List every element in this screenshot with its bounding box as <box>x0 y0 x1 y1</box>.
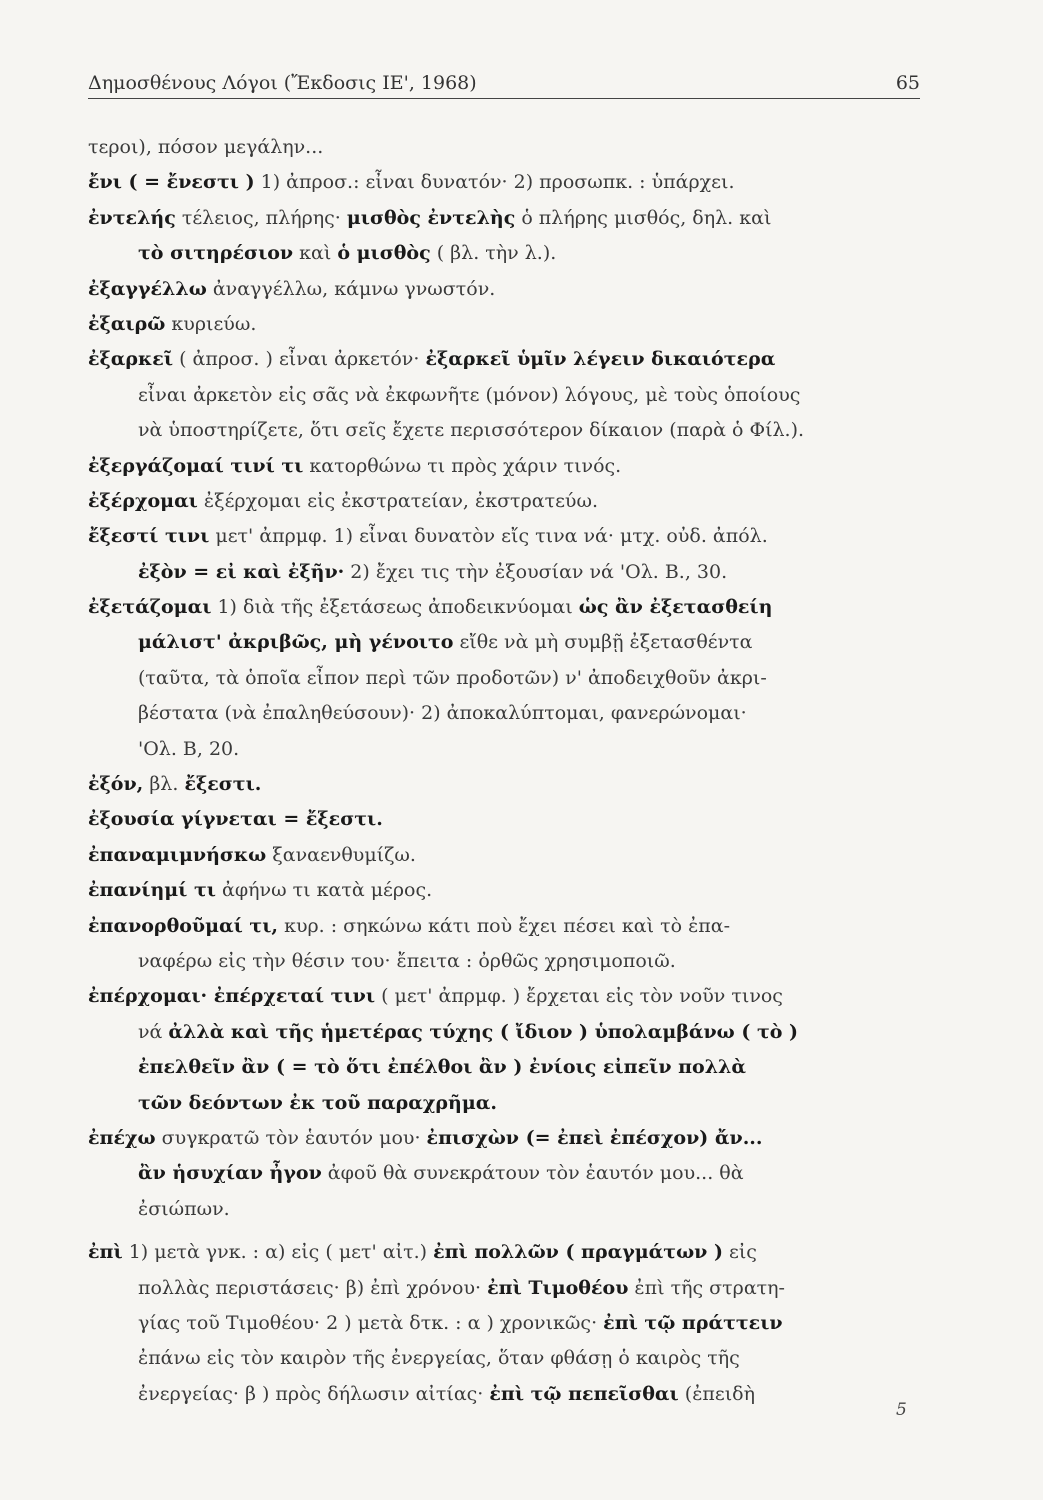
running-header <box>88 68 920 99</box>
text-line <box>88 272 920 307</box>
headword: ἐξετάζομαι <box>88 596 212 619</box>
headword: ἐπέρχομαι· ἐπέρχεταί τινι <box>88 985 376 1008</box>
headword: ἐπέχω <box>88 1126 156 1149</box>
definition-text: 2) ἔχει τις τὴν ἐξουσίαν νά 'Ολ. Β., 30. <box>344 560 728 583</box>
definition-text: ἐπάνω εἰς τὸν καιρὸν τῆς ἐνεργείας, ὅταν φθάσῃ ὁ καιρὸς τῆς <box>138 1347 740 1370</box>
glossary-entries <box>88 130 920 1412</box>
definition-text: ἐξέρχομαι εἰς ἐκστρατείαν, ἐκστρατεύω. <box>197 489 599 512</box>
headword: μισθὸς ἐντελὴς <box>346 206 516 229</box>
text-line <box>88 1050 920 1085</box>
headword: ἐπὶ <box>88 1241 123 1264</box>
definition-text: νὰ ὑποστηρίζετε, ὅτι σεῖς ἔχετε περισσότερον δίκαιον (παρὰ ὁ Φίλ.). <box>138 419 805 442</box>
headword: ἔνι ( = ἔνεστι ) <box>88 171 255 194</box>
page-number: 65 <box>895 72 920 94</box>
definition-text: (ταῦτα, τὰ ὁποῖα εἶπον περὶ τῶν προδοτῶν) ν' ἀποδειχθοῦν ἀκρι- <box>138 666 767 689</box>
signature-mark: 5 <box>896 1400 907 1420</box>
definition-text: κυριεύω. <box>165 312 257 335</box>
headword: ἔξεστί τινι <box>88 525 210 548</box>
headword: μάλιστ' ἀκριβῶς, μὴ γένοιτο <box>138 631 454 654</box>
text-line <box>88 449 920 484</box>
definition-text: ναφέρω εἰς τὴν θέσιν του· ἔπειτα : ὀρθῶς χρησιμοποιῶ. <box>138 949 676 972</box>
definition-text: ἐνεργείας· β ) πρὸς δήλωσιν αἰτίας· <box>138 1382 490 1405</box>
headword: ἐπὶ τῷ πράττειν <box>603 1311 783 1334</box>
headword: ἔξεστι. <box>184 773 262 796</box>
definition-text: εἴθε νὰ μὴ συμβῇ ἐξετασθέντα <box>453 631 753 654</box>
definition-text: πολλὰς περιστάσεις· β) ἐπὶ χρόνου· <box>138 1276 488 1299</box>
definition-text: ἀναγγέλλω, κάμνω γνωστόν. <box>206 277 496 300</box>
headword: ὡς ἂν ἐξετασθείη <box>578 596 773 619</box>
definition-text: ἐσιώπων. <box>138 1197 230 1220</box>
definition-text: συγκρατῶ τὸν ἑαυτόν μου· <box>155 1126 427 1149</box>
definition-text: γίας τοῦ Τιμοθέου· 2 ) μετὰ δτκ. : α ) χρονικῶς· <box>138 1311 604 1334</box>
headword: ἐπὶ Τιμοθέου <box>487 1276 629 1299</box>
definition-text: κυρ. : σηκώνω κάτι ποὺ ἔχει πέσει καὶ τὸ ἐπα- <box>278 914 731 937</box>
headword: ὁ μισθὸς <box>337 242 431 265</box>
definition-text: ( βλ. τὴν λ.). <box>430 242 557 265</box>
headword: ἐξὸν = εἰ καὶ ἐξῆν· <box>138 560 345 583</box>
definition-text: ἀφήνω τι κατὰ μέρος. <box>215 879 433 902</box>
definition-text: (ἐπειδὴ <box>678 1382 756 1405</box>
text-line <box>88 767 920 802</box>
text-line <box>88 342 920 377</box>
text-line <box>88 1235 920 1270</box>
definition-text: εἶναι ἀρκετὸν εἰς σᾶς νὰ ἐκφωνῆτε (μόνον) λόγους, μὲ τοὺς ὁποίους <box>138 383 801 406</box>
text-line <box>88 1015 920 1050</box>
text-line <box>88 1377 920 1412</box>
running-title: Δημοσθένους Λόγοι (Ἔκδοσις ΙΕ', 1968) <box>88 72 477 94</box>
headword: ἂν ἡσυχίαν ἦγον <box>138 1162 322 1185</box>
definition-text: καὶ <box>293 242 338 265</box>
text-line <box>88 130 920 165</box>
definition-text: 'Ολ. Β, 20. <box>138 737 240 760</box>
headword: ἐπανορθοῦμαί τι, <box>88 914 279 937</box>
definition-text: βέστατα (νὰ ἐπαληθεύσουν)· 2) ἀποκαλύπτομαι, φανερώνομαι· <box>138 702 747 725</box>
headword: ἐξαρκεῖ ὑμῖν λέγειν δικαιότερα <box>425 348 776 371</box>
text-line <box>88 413 920 448</box>
text-line <box>88 1271 920 1306</box>
headword: ἐπανίημί τι <box>88 879 216 902</box>
headword: ἀλλὰ καὶ τῆς ἡμετέρας τύχης ( ἴδιον ) ὑπολαμβάνω ( τὸ ) <box>168 1020 799 1043</box>
definition-text: νά <box>138 1020 169 1043</box>
text-line <box>88 1121 920 1156</box>
text-line <box>88 732 920 767</box>
text-line <box>88 378 920 413</box>
text-line <box>88 979 920 1014</box>
headword: ἐξαρκεῖ <box>88 348 174 371</box>
headword: τὸ σιτηρέσιον <box>138 242 294 265</box>
headword: ἐξουσία γίγνεται = ἔξεστι. <box>88 808 383 831</box>
headword: ἐπελθεῖν ἂν ( = τὸ ὅτι ἐπέλθοι ἂν ) ἐνίοις εἰπεῖν πολλὰ <box>138 1056 746 1079</box>
headword: ἐπὶ πολλῶν ( πραγμάτων ) <box>433 1241 723 1264</box>
definition-text: 1) μετὰ γνκ. : α) εἰς ( μετ' αἰτ.) <box>122 1241 434 1264</box>
text-line <box>88 555 920 590</box>
headword: ἐντελής <box>88 206 176 229</box>
text-line <box>88 519 920 554</box>
text-line <box>88 909 920 944</box>
text-line <box>88 661 920 696</box>
definition-text: ( μετ' ἀπρμφ. ) ἔρχεται εἰς τὸν νοῦν τινος <box>375 985 783 1008</box>
text-line <box>88 1156 920 1191</box>
text-line <box>88 944 920 979</box>
definition-text: μετ' ἀπρμφ. 1) εἶναι δυνατὸν εἴς τινα νά· μτχ. οὐδ. ἀπόλ. <box>209 525 768 548</box>
text-line <box>88 307 920 342</box>
text-line <box>88 873 920 908</box>
text-line <box>88 484 920 519</box>
headword: ἐπαναμιμνήσκω <box>88 843 267 866</box>
text-line <box>88 1306 920 1341</box>
definition-text: εἰς <box>722 1241 757 1264</box>
headword: ἐπισχὼν (= ἐπεὶ ἐπέσχον) ἄν... <box>426 1126 763 1149</box>
headword: ἐξεργάζομαί τινί τι <box>88 454 304 477</box>
text-line <box>88 201 920 236</box>
headword: ἐξέρχομαι <box>88 489 198 512</box>
definition-text: 1) διὰ τῆς ἐξετάσεως ἀποδεικνύομαι <box>211 596 579 619</box>
headword: ἐξαγγέλλω <box>88 277 207 300</box>
definition-text: ἐπὶ τῆς στρατη- <box>628 1276 785 1299</box>
headword: ἐξόν, <box>88 773 144 796</box>
definition-text: 1) ἀπροσ.: εἶναι δυνατόν· 2) προσωπκ. : ὑπάρχει. <box>254 171 735 194</box>
definition-text: κατορθώνω τι πρὸς χάριν τινός. <box>303 454 622 477</box>
text-line <box>88 590 920 625</box>
text-line <box>88 838 920 873</box>
text-line <box>88 625 920 660</box>
definition-text: ὁ πλήρης μισθός, δηλ. καὶ <box>515 206 772 229</box>
headword: ἐπὶ τῷ πεπεῖσθαι <box>489 1382 679 1405</box>
definition-text: τέλειος, πλήρης· <box>175 206 347 229</box>
definition-text: τεροι), πόσον μεγάλην... <box>88 136 324 158</box>
text-line <box>88 236 920 271</box>
text-line <box>88 1192 920 1227</box>
text-line <box>88 696 920 731</box>
text-line <box>88 1086 920 1121</box>
text-line <box>88 802 920 837</box>
definition-text: βλ. <box>143 773 185 796</box>
text-line <box>88 165 920 200</box>
headword: ἐξαιρῶ <box>88 312 166 335</box>
definition-text: ( ἀπροσ. ) εἶναι ἀρκετόν· <box>173 348 426 371</box>
definition-text: ἀφοῦ θὰ συνεκράτουν τὸν ἑαυτόν μου... θὰ <box>321 1162 744 1185</box>
definition-text: ξαναενθυμίζω. <box>266 843 416 866</box>
text-line <box>88 1341 920 1376</box>
headword: τῶν δεόντων ἐκ τοῦ παραχρῆμα. <box>138 1091 497 1114</box>
